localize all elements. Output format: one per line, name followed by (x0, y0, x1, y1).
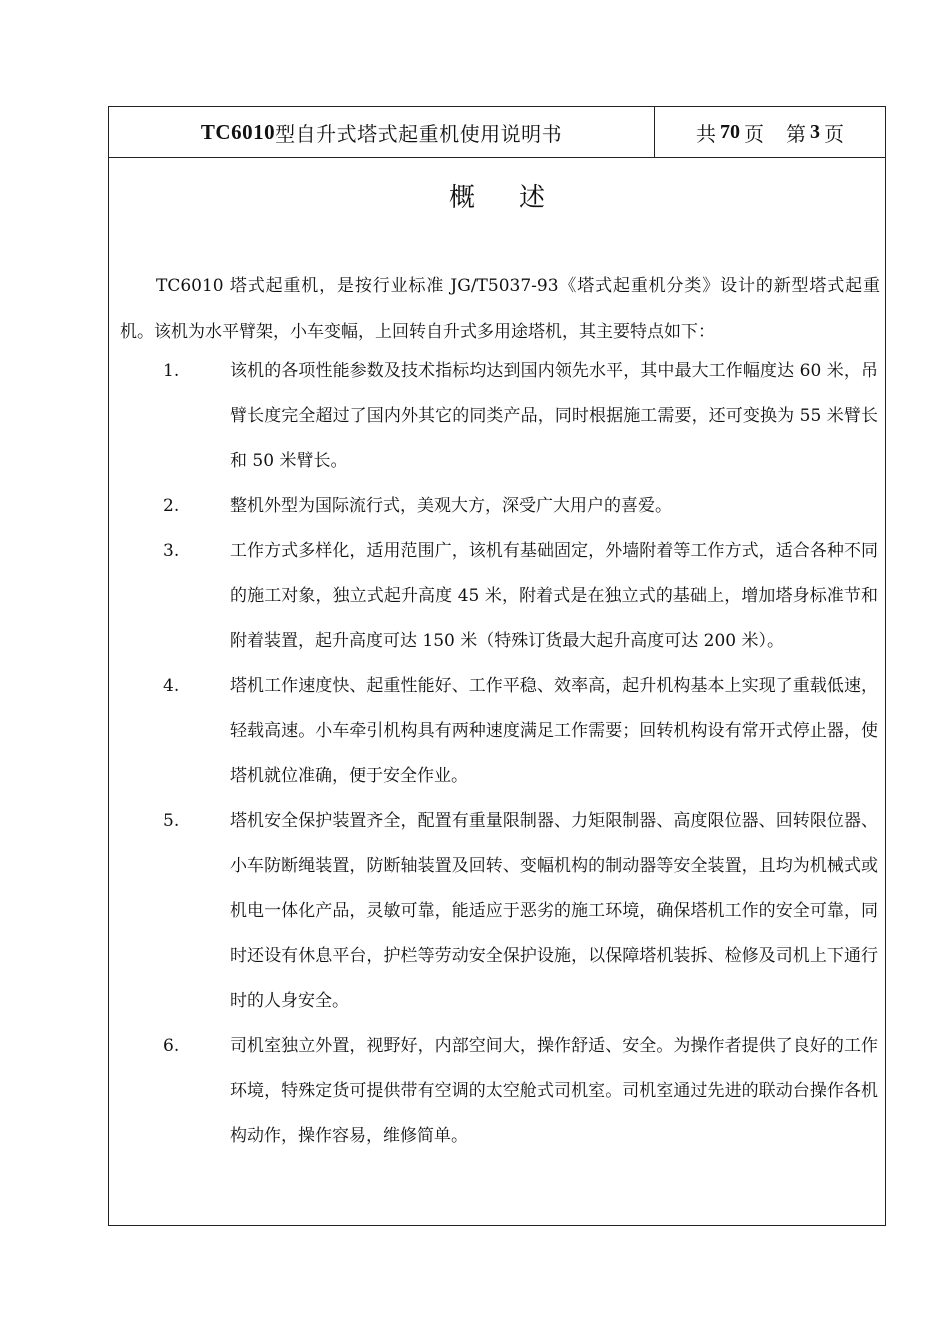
header-table (109, 107, 885, 158)
page-prefix: 第 (786, 121, 806, 146)
header-pages-cell (655, 107, 885, 157)
page-number: 3 (810, 120, 820, 143)
list-item-number: 6. (163, 1036, 180, 1056)
list-item (109, 799, 885, 1024)
list-item (109, 349, 885, 484)
list-item-number: 2. (163, 496, 180, 516)
list-item-text: 工作方式多样化，适用范围广，该机有基础固定，外墙附着等工作方式，适合各种不同的施工对象，独立式起升高度 45 米，附着式是在独立式的基础上，增加塔身标准节和附着装置，起升高度可达 150 米（特殊订货最大起升高度可达 200 米）。 (230, 541, 878, 651)
header-title-cell (109, 107, 655, 157)
list-item-number: 5. (163, 811, 180, 831)
list-item (109, 484, 885, 529)
list-item-text: 整机外型为国际流行式，美观大方，深受广大用户的喜爱。 (230, 496, 672, 516)
total-prefix: 共 (696, 121, 716, 146)
total-suffix: 页 (744, 121, 764, 146)
model-number: TC6010 (200, 119, 276, 144)
document-frame (108, 106, 886, 1226)
intro-paragraph: TC6010 塔式起重机，是按行业标准 JG/T5037-93《塔式起重机分类》设计的新型塔式起重机。该机为水平臂架，小车变幅，上回转自升式多用途塔机，其主要特点如下： (120, 276, 880, 342)
list-item-text: 塔机安全保护装置齐全，配置有重量限制器、力矩限制器、高度限位器、回转限位器、小车防断绳装置，防断轴装置及回转、变幅机构的制动器等安全装置，且均为机械式或机电一体化产品，灵敏可靠，能适应于恶劣的施工环境，确保塔机工作的安全可靠，同时还设有休息平台，护栏等劳动安全保护设施，以保障塔机装拆、检修及司机上下通行时的人身安全。 (230, 811, 878, 1011)
list-item-text: 塔机工作速度快、起重性能好、工作平稳、效率高，起升机构基本上实现了重载低速，轻载高速。小车牵引机构具有两种速度满足工作需要；回转机构设有常开式停止器，使塔机就位准确，便于安全作业。 (230, 676, 878, 786)
list-item-number: 4. (163, 676, 180, 696)
feature-list (109, 349, 885, 1159)
total-pages: 70 (720, 120, 740, 143)
list-item-text: 司机室独立外置，视野好，内部空间大，操作舒适、安全。为操作者提供了良好的工作环境，特殊定货可提供带有空调的太空舱式司机室。司机室通过先进的联动台操作各机构动作，操作容易，维修简单。 (230, 1036, 878, 1146)
section-title: 概述 (448, 183, 589, 213)
manual-title: 型自升式塔式起重机使用说明书 (275, 121, 563, 146)
list-item-text: 该机的各项性能参数及技术指标均达到国内领先水平，其中最大工作幅度达 60 米，吊臂长度完全超过了国内外其它的同类产品，同时根据施工需要，还可变换为 55 米臂长和 50 米臂长。 (230, 361, 878, 471)
list-item (109, 1024, 885, 1159)
list-item-number: 1. (163, 361, 180, 381)
list-item (109, 529, 885, 664)
list-item-number: 3. (163, 541, 180, 561)
page-suffix: 页 (824, 121, 844, 146)
list-item (109, 664, 885, 799)
